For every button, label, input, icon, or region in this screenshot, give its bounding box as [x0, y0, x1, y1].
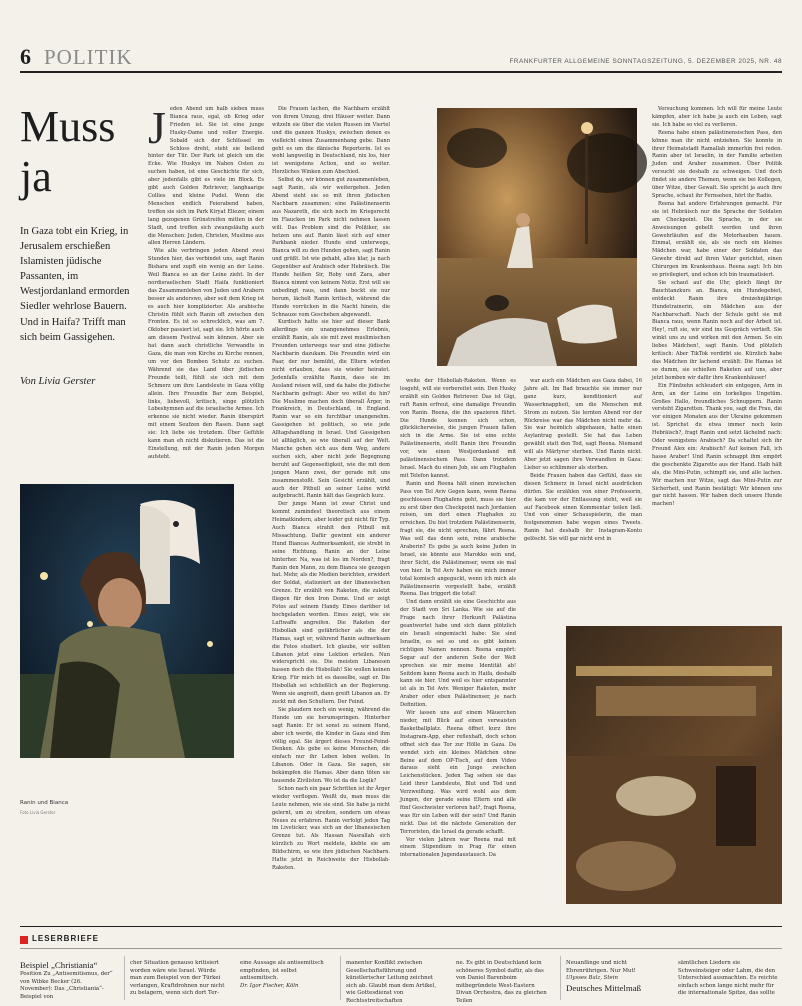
letter-5	[456, 960, 552, 1004]
drop-cap: J	[148, 102, 166, 153]
column-2-para-4: Der junge Mann ist zwar Christ und kommt zumindest theoretisch aus einem Heimatkindern, aber leider gut nicht für Typ. Auch Bianca strahlt den Pitbull mit Missachtung. Dafür gewinnt ein anderer Hund Biancas Aufmerksamkeit, sie strebt in seine Richtung. Ranin an der Leine hinterher. Na, was ist los im Norden?, fragt Ranin den Mann, zu dem Bianca sie gezogen hat. Mehr, als die Medien berichten, erwidert der Soldat, stationiert an der libanesischen Grenze. Er erzählt von Raketen, die zuletzt fliegen für den Iron Dome. Und er zeigt Fotos auf seinem Handy. Eines darüber ist hochgeladen worden. Eines zeigt, wie sie Luftwaffe angreifen. Die Raketen der Hisbollah sind gefährlicher als die der Hamas, sagt er, während Ranin aufmerksam die Fotos studiert. Ich glaube, wir sollten Libanon jetzt eine Lektion erteilen. Nun widerspricht sie. Die meisten Libanesen hassen doch die Hisbollah! Sie wollen keinen Krieg. Für mich ist es dasselbe, sagt er. Die Hisbollah sei schließlich an der Regierung. Wenn sie angreift, dann greift Libanon an. Er zuckt mit den Schultern. Der Feind.	[272, 501, 390, 705]
letter-6	[566, 960, 670, 1000]
column-5-para-1: Versuchung kommen. Ich will für meine Leute kämpfen, aber ich habe ja auch ein Leben, sagt sie. Ich habe so viel zu verlieren.	[652, 106, 782, 128]
letter-1	[20, 960, 116, 1000]
letter-7	[678, 960, 782, 1000]
column-3-para-1: weite der Hisbollah-Raketen. Wenn es losgeht, will sie vorbereitet sein. Den Husky erzählt ein Golden Retriever. Das ist Gigi, ruft Ranin erfreut, eine damalige Freundin von Ranin. Reena, die ihn spazieren führt. Die Hunde kennen sich schon, glücklicherweise, die jungen Frauen fallen sich in die Arme. Sie ist eine echte Palästinenserin, stellt Ranin ihre Freundin vor, wie einen Westjordanland mit palästinensischem Pass. Dann trotzdem Israel. Mach du einen Job, sie am Flughafen mit Telefon kannst.	[400, 378, 516, 479]
column-3-para-3: Und dann erzählt sie eine Geschichte aus der Stadt von Sri Lanka. Wie sie auf die Frage nach ihrer Herkunft Palästina geantwortet habe und sich dann plötzlich ein Israeli eingemischt habe: Sie sind Israelin, es sei so und es gibt keinen richtigen Namen nennen. Reena empört: Sogar auf der anderen Seite der Welt sprechen sie mir meine Identität ab! Seitdem kann Reena auch in Haifa, deshalb kann sie hier. Und weil es hier entspannter ist als in Tel Aviv. Weniger Raketen, mehr Araber oder eben Palästinenser, je nach Definition.	[400, 599, 516, 709]
column-4-para-1: war auch ein Mädchen aus Gaza dabei, 16 Jahre alt. Im Bad brauchte sie immer nur ganz kurz, konditioniert auf Wasserknappheit, um die Menschen mit Strom zu nutzen. Sie lernten Abend vor der Rückreise war das Mädchen nicht mehr da. Sie war heimlich abgehauen, hatte einen Asylantrag gestellt. Sie hat das Leben gewählt statt den Tod, sagt Reena. Niemand will als Märtyrer sterben. Und Ranin nickt. Aber jetzt sagen ihre Verwandten in Gaza: Lieber so schlimmer als sterben.	[524, 378, 642, 471]
article-column-1	[148, 102, 264, 460]
column-1-text: eden Abend um halb sieben muss Bianca raus, egal, ob Krieg oder Frieden ist. Sie ist eine junge Husky-Dame und voller Energie. Sobald sich der Schlüssel im Schloss dreht, steht sie bellend hinter der Tür. Der Park ist gleich um die Ecke. Wie Huskys im Nahen Osten zu suchen haben, ist eine Geschichte für sich, aber jedenfalls gibt es viele im Block. Es gibt auch Golden Retriever, langhaarige Collies und kleine Pudel. Wenn die Menschen endlich Feierabend haben, treffen sie sich im Park Kiryat Eliezer, einem lang gezogenen Grünstreifen mitten in der Stadt, und treffen sich zwangsläufig auch die Menschen: Juden, Christen, Muslime aus allen Herren Ländern.	[148, 106, 264, 247]
issue-meta: FRANKFURTER ALLGEMEINE SONNTAGSZEITUNG, 5. DEZEMBER 2025, NR. 48	[509, 58, 782, 65]
letter-1-body: Position Zu „Antisemitismus, der“ von Wibke Becker (26. November): Das „Christiania“-Beispiel von	[20, 971, 113, 1000]
letter-3-body: eine Aussage als antisemitisch empfinden, ist selbst antisemitisch.	[240, 960, 324, 982]
letter-2	[130, 960, 226, 1000]
article-column-3	[400, 378, 516, 896]
section-title: POLITIK	[44, 45, 133, 69]
column-2-para-1: Die Frauen lachen, die Nachbarn erzählt von ihrem Umzug, drei Häuser weiter. Dann witzeln sie über die vielen Russen im Viertel und die ganzen Huskys, zwischen denen es vielleicht einen Zusammenhang gebe. Dann geht es um die dänische Reporterin. Ist es wohl langweilig in Deutschland, nix los, hier ist wenigstens Action, und so weiter. Herzliches Winken zum Abschied.	[272, 106, 390, 176]
letter-2-body: cher Situation genauso kritisiert worden wäre wie Israel. Würde man zum Beispiel von der Türkei verlangen, Kraftdrohnen nur nicht zu belagern, wenn sich dort Ter-	[130, 960, 225, 997]
column-5-para-4: Sie schaut auf die Uhr, gleich fängt ihr Bauchtanzkurs an. Bianca, ein Hundegebiet, entdeckt Ranin ihre dreizehnjährige Hundetrainerin, ein Mädchen aus der Nachbarschaft. Nach der Schule geht sie mit Bianca raus, wenn Ranin noch auf der Arbeit ist. Hey!, ruft sie, wir sind ins Gespräch vertieft. Sie winkt uns zu und wirken mit den Armen. So ein liebes Mädchen!, sagt Ranin. Und plötzlich kritisch: Aber TikTok verdirbt sie. Kürzlich habe das Mädchen ihr lachend erzählt: Die Hamas ist so dumm, sie schießen Raketen auf uns, aber jetzt bomben wir dafür ihre Krankenhäuser!	[652, 279, 782, 381]
page-number: 6	[20, 44, 31, 69]
letter-4-body: manenter Konflikt zwischen Gesellschaftsführung und künstlerischer Leitung zeichnet sich ab. Glaubt man dem Artikel, wie Gottesdienst von Rechtsstreitschaften	[346, 960, 437, 1004]
letters-section-title: LESERBRIEFE	[32, 934, 100, 943]
letters-subrule	[20, 948, 782, 949]
column-5-para-5: Ein Fünfzehn schleudert ein entgegen, Arm in Arm, an der Leine ein torkeliges Ungetüm. Großes Hallo, freundliches Schnuppern. Ranin versteht Zigaretten. Thank you, sagt die Frau, die vor einigen Monaten aus der Ukraine gekommen ist. Sprichst du etwa immer noch kein Hebräisch?, fragt Ranin und setzt lächelnd nach: Oder wenigstens Arabisch? Da schaltet sich ihr Freund Alex ein: Arabisch? Auf keinen Fall, ich hasse Araber! Und Ranin schnappt ihm empört die geschenkte Zigarette aus der Hand. Halb hält als, die Mini-Putin, schimpft sie, und alle lachen. Wir machen nur Witze, sagt das Mini-Putin zur Sicherheit, und Ranin bestätigt: Wir können uns gar nicht hassen. Wir haben doch unsere Hunde machen!	[652, 382, 782, 508]
letters-divider	[560, 956, 561, 1000]
header-rule	[20, 71, 782, 73]
column-2-para-2: Selbst du, wir können gut zusammenleben, sagt Ranin, als wir weitergehen. Jeden Abend sieht sie so mit ihren jüdischen Nachbarn zusammen; eine Palästinenserin aus Nazareth, die sich noch im Kriegsrecht im Flaucken im Park nicht nehmen lassen will. Das Problem sind die Politiker, sie hetzen uns auf. Ranin lässt sich auf einer Parkbank nieder. Hunde sind unterwegs, Bianca will zu den Hunden gehen, sagt Ranin und grüßt. Ist wie gehabt, alles klar, ja nach Gegenüber auf Arabisch oder Hebräisch. Die Hunde heißen Sir, Roby und Zara, aber Bianca nimmt von keinem Notiz. Erst will sie unbedingt raus, und dann bockt sie nur herum, lächelt Ranin kritisch, während die Hunde vorrücken in die Nacht hinein, die Schnauze vom Geschehen abgewandt.	[272, 177, 390, 318]
article-column-5	[652, 106, 782, 610]
photo-caption: Ranin und Bianca	[20, 800, 69, 806]
woman-dog-illustration	[20, 484, 234, 758]
letters-divider	[340, 956, 341, 1000]
letters-divider	[124, 956, 125, 1000]
column-3-para-4: Wir lassen uns auf einem Mäuerchen nieder, mit Blick auf einen verwaisten Basketballplatz. Reena öffnet kurz ihre Instagram-App, eher reflexhaft, doch schon offnet sich das Tor zur Hölle in Gaza. Da wendet sich ein kleines Mädchen ohne Beine auf dem OP-Tisch, auf dem Video daraus sieht ein Junge zwischen Leichenstücken. Jeden Tag sehen sie das Leid ihrer Landsleute, Blut und Tod und Verzweiflung. Was wird wohl aus dem Jungen, der gerade seine Eltern und alle fünf Geschwister verloren hat?, fragt Reena, was für ein Leben will der sein? Und Ranin nickt. Das ist die nächste Generation der Terroristen, die Israel da gerade schafft.	[400, 710, 516, 835]
letter-1-heading: Beispiel „Christiania“	[20, 960, 98, 970]
letter-5-body: ne. Es gibt in Deutschland kein schöneres Symbol dafür, als das von Daniel Barenboim mitbegründete West-Eastern Divan Orchestra, das zu gleichen Teilen	[456, 960, 547, 1004]
letter-6-body: Neuanfänge und nicht Ehrenrührigen. Nur Mut!	[566, 960, 636, 974]
article-column-4	[524, 378, 642, 598]
park-night-illustration	[437, 108, 637, 366]
bench-illustration	[566, 626, 782, 904]
page-header	[20, 44, 782, 70]
photo-credit: Foto Livia Gerster	[20, 810, 56, 815]
column-5-para-2: Reena habe einen palästinensischen Pass, den könne man ihr nicht entziehen. Sie konnte in ihrer Heimatstadt Ramallah immerhin frei reden. Ranin aber ist Israelin, in der Familie arbeiten Juden und Araber zusammen. Über Politik versucht sie deshalb zu schweigen. Und doch findet sie andere Themen, wenn sie bei Kollegen, über Witze, über Gewalt. Sie spricht ja auch ihre Sprache, schaut ihr Fernsehen, hört ihr Radio.	[652, 129, 782, 199]
column-3-para-2: Ranin und Reena hält einen inzwischen Pass von Tel Aviv Gegen kann, wenn Reena geschlossen Flughafens geht, muss sie hier zu erst über den Checkpoint nach Jordanien reisen, um dort einen Flughafen zu erreichen. Du bist trotzdem Palästinenserin, fragt sie, die nicht sprechen, fährt Reena. Was soll das denn sein, reine arabische Araberin? Es gebe ja auch keine Juden in Israel, sie könnte aus Marokko sein und, ihrer Sicht, die Palästinenser, wenn sie mal von hier. In Tel Aviv haben sie mich immer total komisch angeguckt, wenn ich mich als Palästinenserin vorgestellt habe, erzählt Reena. Das triggert die total!	[400, 480, 516, 598]
column-3-para-5: Vor vielen Jahren war Reena mal mit einem Stipendium in Prag für einen internationalen Jugendaustausch. Da	[400, 836, 516, 859]
article-lead: In Gaza tobt ein Krieg, in Jerusalem erschießen Islamisten jüdische Passanten, im Westjordanland ermorden Siedler wehrlose Bauern. Und in Haifa? Trifft man sich beim Gassigehen.	[20, 226, 130, 343]
letter-4	[346, 960, 442, 1004]
column-1-para: Wie alle verbringen jeden Abend zwei Stunden hier, das verbindet uns, sagt Ranin Bishara und zupft ein wenig an der Leine. Weil Bianca so an der Leine zieht. In der nordisraelischen Stadt Haifa funktioniert das Zusammenleben von Juden und Arabern besser als anderswo, aber seit dem Krieg ist es auch hier komplizierter. Als arabische Christin fühlt sich Ranin oft zwischen den Fronten. Es ist so schrecklich, was am 7. Oktober passiert ist, sagt sie. Ich hörte auch am diesem Festival sein können. Aber sie hat dann auch christliche Verwandte in Gaza, die man von Kirche zu Kirche rennen, um vor den Bomben Schutz zu suchen. Während sie das Land über jüdischen Freunde teilt, fühlt sie sich mit dem Schmerz um ihre Landsleute in Gaza völlig allein. Ihre Freundin Bar zum Beispiel, links, liebevoll, kritisch, singe plötzlich Lobeshymnen auf die israelische Armee. Ich erkenne sie nicht wieder. Ranin überspürt mit einem Seufzen den Rasen. Dann sagt sie: Ich liebe sie trotzdem. Über Gefühle kann man eh nicht diskutieren. Das ist die Einstellung, mit der Ranin jeden Morgen aufsteht.	[148, 248, 264, 460]
park-night-photo	[437, 108, 637, 366]
column-2-para-5: Sie plaudern noch ein wenig, während die Hunde um sie herumspringen. Hinterher sagt Ranin: Er ist sonst zu seinem Hund, aber ich werde, die Kinder in Gaza sind ihm völlig egal. Sie ärgert dieses Freund-Feind-Denken. Als gebe es keine Menschen, die einfach nur ihr Leben leben wollen. In Libanon. Oder in Gaza. Sie sagen, sie bekämpfen die Hamas. Aber dann töten sie tausende Zivilisten. Wo ist da die Logik?	[272, 706, 390, 785]
column-2-para-3: Kurdisch hatte sie hier auf dieser Bank allerdings ein unangenehmes Erlebnis, erzählt Ranin, als sie mit zwei muslimischen Freunden unterwegs war und eine jüdische Nachbarin dazukam. Die Freundin wird ein Paar, der nur bemüht, die Eltern würden nicht erlauben, dass sie wieder heiratet. Jedenfalls erzählte Ranin, dass sie im Ausland reisen will, und da habe die jüdische Nachbarin gefragt: Aber wo willst du hin? Die Muslime machen doch überall Ärger, in Frankreich, in Deutschland, in England. Ranin war so ein furchtbar unangenehm. Gassigehen ist politisch, so wie jede Alltagshandlung in Israel. Und Gassigehen ist alltäglich, so wie überall auf der Welt. Manche gehen sich aus dem Weg, andere suchen sich, aber nicht jede Begegnung beruht auf Gegenseitigkeit, wie die mit dem jungen Mann zwei, der gerade mit uns zusammenstoßt. Sein Gesicht erzählt, und auch der Pitbull an seiner Leine wirkt aufgebracht. Ranin hält das Gespräch kurz.	[272, 319, 390, 500]
letters-rule	[20, 926, 782, 927]
column-5-para-3: Reena hat andere Erfahrungen gemacht. Für sie ist Hebräisch nur die Sprache der Soldaten am Checkpoint. Die Sprache, in der sie Anweisungen gebellt werden und ihren Gewehrläufen auf die Motorhauben hauen. Einmal, erzählt sie, als sie noch ein kleines Mädchen war, habe einer der Soldaten das Gewehr direkt auf ihren Vater gerichtet, einen Chirurgen im Krankenhaus. Reena sagt: Ich bin so privilegiert, und schon ich bin traumatisiert.	[652, 200, 782, 279]
letter-3	[240, 960, 336, 1000]
ranin-bianca-photo	[20, 484, 234, 758]
letter-7-body: sämtlichen Liedern sie Schweinsteiger oder Lahm, die den Unterschied ausmachten. Es reichte einfach schon lange nicht mehr für die internationale Spitze, das sollte	[678, 960, 778, 997]
column-4-para-2: Beide Frauen haben das Gefühl, dass sie diesen Schmerz in Israel nicht ausdrücken dürfen. Sie erzählen von einer Professorin, die kam vor der Entlassung steht, weil sie auf Facebook einen Kommentar teilen ließ. Und von einer Schauspielerin, die man festgenommen habe wegen eines Tweets. Ranin hat deshalb ihr Instagram-Konto gelöscht. Sie will gar nicht erst in	[524, 472, 642, 543]
article-title: Muss ja	[20, 102, 116, 201]
article-column-2	[272, 106, 390, 896]
letter-6-heading: Deutsches Mittelmaß	[566, 982, 642, 993]
letters-marker	[20, 936, 28, 944]
bench-photo	[566, 626, 782, 904]
letter-3-signature: Dr. Igor Fischer, Köln	[240, 982, 299, 989]
article-byline: Von Livia Gerster	[20, 376, 96, 387]
letter-6-signature: Ulysses Balz, Stein	[566, 975, 618, 982]
column-2-para-6: Schon nach ein paar Schritten ist ihr Ärger wieder verflogen. Weißt du, man muss die Leute nehmen, wie sie sind. Sie habe ja nicht gelernt, um zu streiten, sondern um etwas Neues zu erfahren. Ranin verfolgt jeden Tag im Liveticker, was sich an der libanesischen Grenze tut. Als Hassan Nasrallah sich kürzlich zu Wort meldete, klebte sie am Bildschirm, so wie ihre jüdischen Nachbarn. Hatte jetzt in Reichweite der Hisbollah-Raketen.	[272, 785, 390, 871]
